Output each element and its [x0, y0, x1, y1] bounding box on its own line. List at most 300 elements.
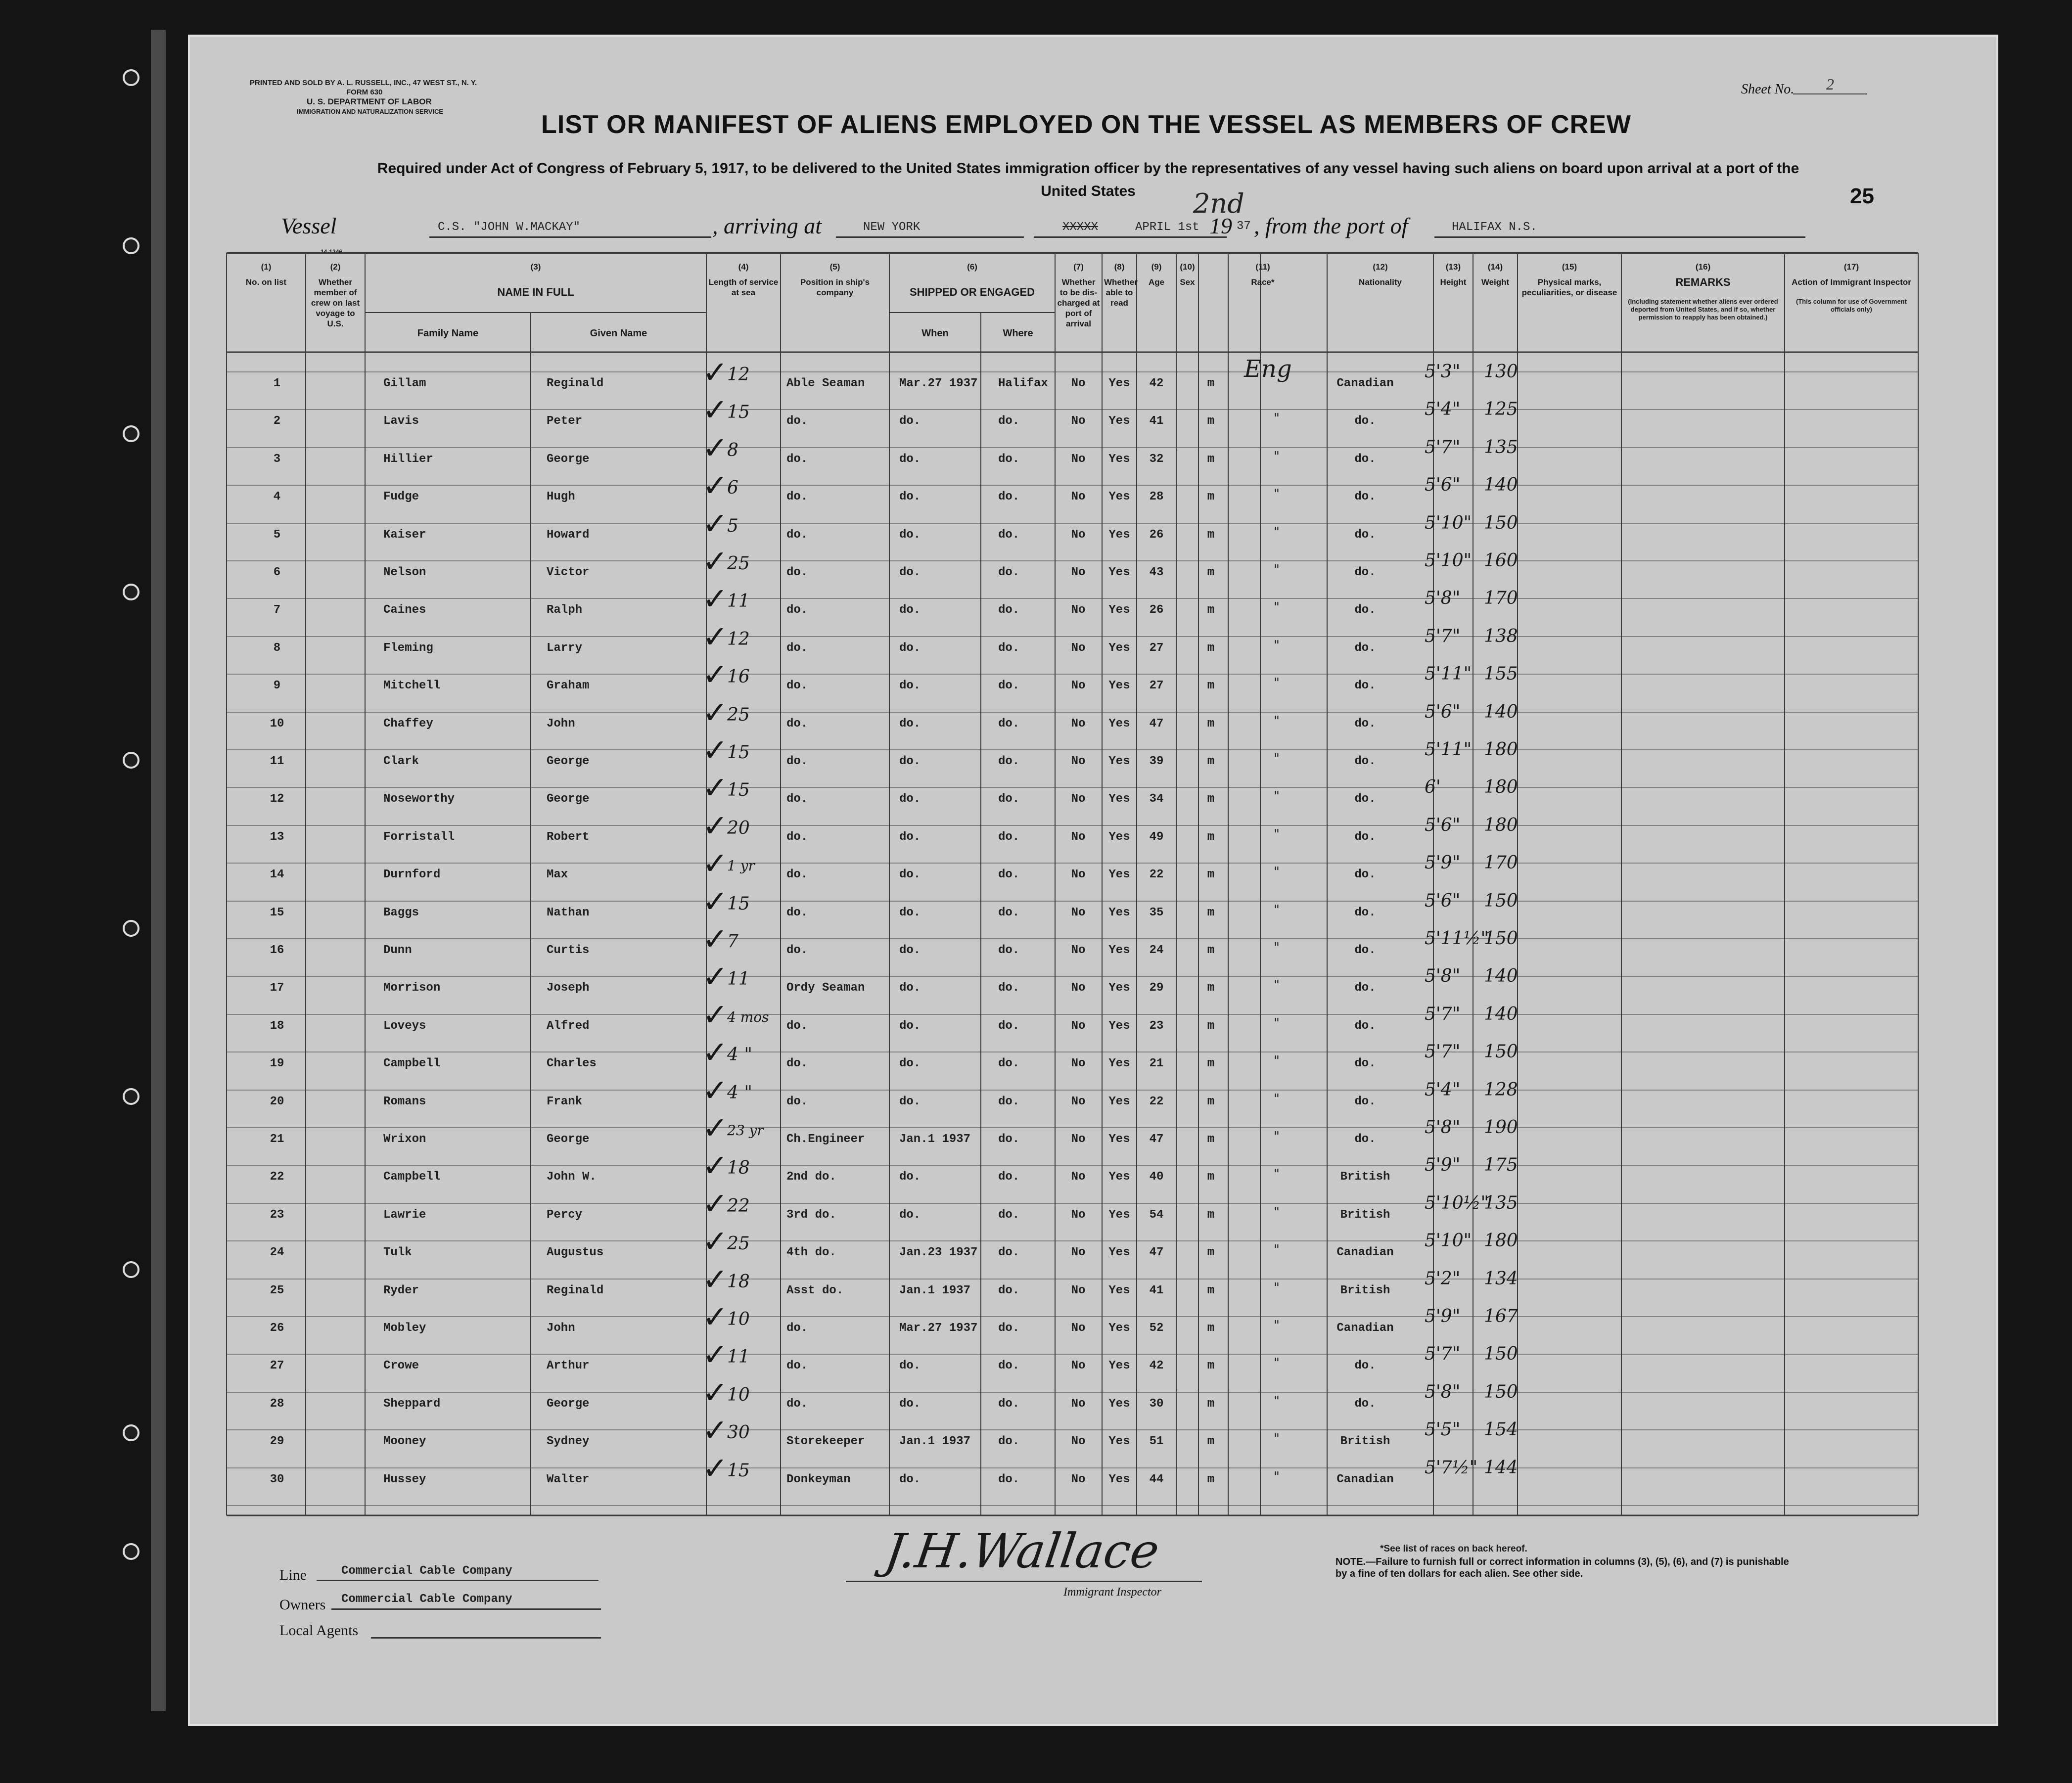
- position: do.: [786, 944, 808, 957]
- service-length: 15: [727, 1461, 750, 1481]
- shipped-when: do.: [899, 1095, 921, 1108]
- row-number: 2: [273, 414, 281, 428]
- column-subnote: (This column for use of Government officials only): [1796, 298, 1907, 313]
- weight: 150: [1484, 891, 1518, 911]
- weight: 135: [1484, 437, 1518, 457]
- nationality: do.: [1354, 414, 1376, 428]
- shipped-where: do.: [998, 1397, 1020, 1411]
- weight: 167: [1484, 1306, 1518, 1326]
- nationality: Canadian: [1336, 1246, 1394, 1259]
- sex: m: [1207, 1246, 1215, 1259]
- family-name: Gillam: [383, 377, 426, 390]
- service-length: 23 yr: [727, 1122, 764, 1139]
- position: do.: [786, 528, 808, 542]
- vessel-name: C.S. "JOHN W.MACKAY": [438, 221, 581, 234]
- check-mark: ✓: [702, 1412, 728, 1448]
- shipped-where: do.: [998, 528, 1020, 542]
- able-to-read: Yes: [1108, 1170, 1130, 1184]
- able-to-read: Yes: [1108, 679, 1130, 692]
- service-length: 1 yr: [727, 858, 755, 874]
- shipped-when: do.: [899, 1359, 921, 1372]
- age: 27: [1149, 641, 1164, 655]
- row-number: 10: [270, 717, 284, 731]
- given-name: Alfred: [547, 1019, 590, 1033]
- weight: 154: [1484, 1419, 1518, 1440]
- height: 5'10": [1425, 550, 1472, 571]
- given-name: Victor: [547, 566, 590, 579]
- service-length: 10: [727, 1385, 750, 1405]
- form-code: 14-1246: [321, 248, 343, 255]
- weight: 144: [1484, 1458, 1518, 1478]
- family-name: Morrison: [383, 981, 441, 995]
- position: do.: [786, 868, 808, 881]
- family-name: Hillier: [383, 453, 433, 466]
- height: 5'7": [1425, 1344, 1461, 1364]
- service-length: 15: [727, 742, 750, 763]
- service-length: 15: [727, 402, 750, 422]
- nationality: do.: [1354, 1359, 1376, 1372]
- inspector-signature: J.H.Wallace: [881, 1523, 1163, 1579]
- nationality: Canadian: [1336, 1473, 1394, 1486]
- height: 5'11½": [1425, 928, 1489, 949]
- age: 51: [1149, 1435, 1164, 1448]
- height: 6': [1425, 777, 1441, 797]
- nationality: do.: [1354, 906, 1376, 919]
- able-to-read: Yes: [1108, 944, 1130, 957]
- nationality: do.: [1354, 1019, 1376, 1033]
- nationality: do.: [1354, 1133, 1376, 1146]
- row-number: 12: [270, 792, 284, 806]
- able-to-read: Yes: [1108, 490, 1130, 503]
- position: Storekeeper: [786, 1435, 865, 1448]
- family-name: Hussey: [383, 1473, 426, 1486]
- sex: m: [1207, 603, 1215, 617]
- age: 41: [1149, 1284, 1164, 1297]
- race: ": [1274, 1431, 1280, 1446]
- given-name: Robert: [547, 830, 590, 844]
- race: ": [1274, 676, 1280, 690]
- column-header: No. on list: [245, 277, 287, 287]
- row-number: 25: [270, 1284, 284, 1297]
- discharged: No: [1071, 641, 1086, 655]
- column-number: (4): [738, 262, 749, 272]
- race: ": [1274, 751, 1280, 766]
- family-name: Forristall: [383, 830, 455, 844]
- service-length: 8: [727, 440, 738, 460]
- sheet-number-value: 2: [1793, 75, 1867, 94]
- service-length: 25: [727, 1234, 750, 1254]
- given-name: Charles: [547, 1057, 597, 1070]
- agents-underline: [371, 1637, 601, 1639]
- position: do.: [786, 679, 808, 692]
- given-name: Graham: [547, 679, 590, 692]
- discharged: No: [1071, 528, 1086, 542]
- given-name: Nathan: [547, 906, 590, 919]
- row-number: 27: [270, 1359, 284, 1372]
- able-to-read: Yes: [1108, 1397, 1130, 1411]
- sex: m: [1207, 1359, 1215, 1372]
- shipped-when: Mar.27 1937: [899, 377, 978, 390]
- arrival-date-handwritten: 2nd: [1193, 188, 1244, 219]
- row-number: 30: [270, 1473, 284, 1486]
- family-name: Romans: [383, 1095, 426, 1108]
- nationality: do.: [1354, 603, 1376, 617]
- race-note: *See list of races on back hereof.: [1380, 1544, 1527, 1554]
- service-length: 18: [727, 1272, 750, 1292]
- check-mark: ✓: [702, 959, 728, 995]
- sex: m: [1207, 1095, 1215, 1108]
- race: ": [1274, 1016, 1280, 1031]
- column-header: Length of service at sea: [708, 277, 779, 297]
- given-name: Howard: [547, 528, 590, 542]
- age: 43: [1149, 566, 1164, 579]
- height: 5'4": [1425, 399, 1461, 419]
- height: 5'6": [1425, 702, 1461, 722]
- position: do.: [786, 1019, 808, 1033]
- sex: m: [1207, 528, 1215, 542]
- row-number: 15: [270, 906, 284, 919]
- shipped-where: do.: [998, 906, 1020, 919]
- height: 5'5": [1425, 1419, 1461, 1440]
- family-name: Loveys: [383, 1019, 426, 1033]
- check-mark: ✓: [702, 1072, 728, 1108]
- nationality: do.: [1354, 717, 1376, 731]
- discharged: No: [1071, 830, 1086, 844]
- shipped-where: do.: [998, 1057, 1020, 1070]
- column-header: Nationality: [1359, 277, 1402, 287]
- weight: 155: [1484, 664, 1518, 684]
- column-number: (11): [1255, 262, 1270, 272]
- column-number: (6): [967, 262, 977, 272]
- family-name: Kaiser: [383, 528, 426, 542]
- race: ": [1274, 865, 1280, 879]
- race: ": [1274, 600, 1280, 615]
- shipped-where: do.: [998, 1284, 1020, 1297]
- given-name: Percy: [547, 1208, 583, 1222]
- nationality: do.: [1354, 1397, 1376, 1411]
- column-header: Whether to be dis-charged at port of arrival: [1057, 277, 1100, 328]
- column-number: (16): [1695, 262, 1711, 272]
- shipped-when: do.: [899, 1057, 921, 1070]
- height: 5'4": [1425, 1080, 1461, 1100]
- service-length: 6: [727, 478, 738, 498]
- family-name: Dunn: [383, 944, 412, 957]
- given-name: Reginald: [547, 377, 604, 390]
- inspector-caption: Immigrant Inspector: [1063, 1586, 1161, 1599]
- service-length: 7: [727, 931, 738, 952]
- sex: m: [1207, 981, 1215, 995]
- family-name: Chaffey: [383, 717, 433, 731]
- height: 5'8": [1425, 588, 1461, 608]
- able-to-read: Yes: [1108, 906, 1130, 919]
- shipped-when: Jan.23 1937: [899, 1246, 978, 1259]
- shipped-where: do.: [998, 566, 1020, 579]
- row-number: 9: [273, 679, 281, 692]
- service-length: 4 ": [727, 1083, 752, 1103]
- service-length: 22: [727, 1196, 750, 1216]
- column-number: (13): [1445, 262, 1461, 272]
- sex: m: [1207, 414, 1215, 428]
- row-number: 6: [273, 566, 281, 579]
- height: 5'7": [1425, 626, 1461, 646]
- weight: 125: [1484, 399, 1518, 419]
- row-number: 21: [270, 1133, 284, 1146]
- nationality: do.: [1354, 528, 1376, 542]
- service-length: 20: [727, 818, 750, 838]
- height: 5'9": [1425, 1155, 1461, 1175]
- check-mark: ✓: [702, 1186, 728, 1222]
- check-mark: ✓: [702, 656, 728, 692]
- race: ": [1274, 1092, 1280, 1106]
- given-name: Hugh: [547, 490, 575, 503]
- able-to-read: Yes: [1108, 792, 1130, 806]
- check-mark: ✓: [702, 430, 728, 466]
- discharged: No: [1071, 1473, 1086, 1486]
- shipped-where: do.: [998, 1246, 1020, 1259]
- sex: m: [1207, 1208, 1215, 1222]
- family-name: Fleming: [383, 641, 433, 655]
- weight: 128: [1484, 1080, 1518, 1100]
- sex: m: [1207, 755, 1215, 768]
- race: ": [1274, 714, 1280, 729]
- arrival-date-typed: APRIL 1st: [1135, 221, 1199, 234]
- position: do.: [786, 414, 808, 428]
- race: ": [1274, 1394, 1280, 1409]
- sex: m: [1207, 641, 1215, 655]
- nationality: British: [1340, 1284, 1390, 1297]
- shipped-where: do.: [998, 792, 1020, 806]
- weight: 140: [1484, 966, 1518, 986]
- nationality: do.: [1354, 830, 1376, 844]
- weight: 140: [1484, 475, 1518, 495]
- row-number: 19: [270, 1057, 284, 1070]
- race: ": [1274, 1242, 1280, 1257]
- owners-value: Commercial Cable Company: [341, 1593, 512, 1606]
- shipped-when: do.: [899, 1397, 921, 1411]
- sex: m: [1207, 453, 1215, 466]
- race: ": [1274, 1167, 1280, 1182]
- given-name: John W.: [547, 1170, 597, 1184]
- position: Able Seaman: [786, 377, 865, 390]
- given-name: Frank: [547, 1095, 583, 1108]
- shipped-when: Jan.1 1937: [899, 1284, 971, 1297]
- column-number: (2): [330, 262, 341, 272]
- column-subheader: Family Name: [417, 328, 479, 339]
- discharged: No: [1071, 490, 1086, 503]
- race: ": [1274, 1053, 1280, 1068]
- check-mark: ✓: [702, 354, 728, 390]
- race: ": [1274, 1129, 1280, 1144]
- service-length: 18: [727, 1158, 750, 1178]
- position: do.: [786, 566, 808, 579]
- able-to-read: Yes: [1108, 1095, 1130, 1108]
- race: ": [1274, 487, 1280, 502]
- service-length: 10: [727, 1309, 750, 1329]
- check-mark: ✓: [702, 1450, 728, 1486]
- able-to-read: Yes: [1108, 641, 1130, 655]
- shipped-when: do.: [899, 566, 921, 579]
- row-number: 17: [270, 981, 284, 995]
- discharged: No: [1071, 792, 1086, 806]
- check-mark: ✓: [702, 1034, 728, 1070]
- race: ": [1274, 1318, 1280, 1333]
- department: U. S. DEPARTMENT OF LABOR: [307, 97, 432, 106]
- check-mark: ✓: [702, 1261, 728, 1297]
- given-name: Ralph: [547, 603, 583, 617]
- given-name: Reginald: [547, 1284, 604, 1297]
- vessel-label: Vessel: [281, 213, 337, 238]
- row-number: 28: [270, 1397, 284, 1411]
- age: 22: [1149, 868, 1164, 881]
- age: 22: [1149, 1095, 1164, 1108]
- position: do.: [786, 1322, 808, 1335]
- shipped-where: do.: [998, 414, 1020, 428]
- shipped-where: do.: [998, 830, 1020, 844]
- shipped-where: do.: [998, 1208, 1020, 1222]
- family-name: Ryder: [383, 1284, 419, 1297]
- column-header: Sex: [1180, 277, 1195, 287]
- height: 5'6": [1425, 475, 1461, 495]
- age: 35: [1149, 906, 1164, 919]
- position: 2nd do.: [786, 1170, 836, 1184]
- shipped-when: Jan.1 1937: [899, 1435, 971, 1448]
- given-name: Peter: [547, 414, 583, 428]
- year-suffix: 37: [1237, 220, 1251, 233]
- discharged: No: [1071, 906, 1086, 919]
- row-number: 20: [270, 1095, 284, 1108]
- check-mark: ✓: [702, 770, 728, 806]
- shipped-when: do.: [899, 1208, 921, 1222]
- shipped-when: Jan.1 1937: [899, 1133, 971, 1146]
- height: 5'10": [1425, 1231, 1472, 1251]
- able-to-read: Yes: [1108, 528, 1130, 542]
- position: do.: [786, 1359, 808, 1372]
- race: ": [1274, 562, 1280, 577]
- check-mark: ✓: [702, 921, 728, 957]
- shipped-where: do.: [998, 1095, 1020, 1108]
- discharged: No: [1071, 1435, 1086, 1448]
- height: 5'9": [1425, 853, 1461, 873]
- printer-line: PRINTED AND SOLD BY A. L. RUSSELL, INC., 47 WEST ST., N. Y.: [250, 79, 477, 87]
- position: do.: [786, 755, 808, 768]
- service-length: 4 ": [727, 1045, 752, 1065]
- column-header: Whether able to read: [1104, 277, 1138, 308]
- row-number: 13: [270, 830, 284, 844]
- sex: m: [1207, 792, 1215, 806]
- discharged: No: [1071, 1397, 1086, 1411]
- weight: 134: [1484, 1269, 1518, 1289]
- service-length: 30: [727, 1422, 750, 1443]
- year-prefix: 19: [1209, 213, 1232, 238]
- race: ": [1274, 789, 1280, 804]
- given-name: Walter: [547, 1473, 590, 1486]
- age: 28: [1149, 490, 1164, 503]
- row-number: 11: [270, 755, 284, 768]
- service-length: 16: [727, 667, 750, 687]
- age: 29: [1149, 981, 1164, 995]
- weight: 170: [1484, 853, 1518, 873]
- able-to-read: Yes: [1108, 414, 1130, 428]
- discharged: No: [1071, 1095, 1086, 1108]
- nationality: do.: [1354, 981, 1376, 995]
- family-name: Caines: [383, 603, 426, 617]
- column-number: (15): [1562, 262, 1577, 272]
- page-number: 25: [1850, 184, 1874, 208]
- sex: m: [1207, 490, 1215, 503]
- discharged: No: [1071, 1322, 1086, 1335]
- column-header: Weight: [1481, 277, 1510, 287]
- sex: m: [1207, 944, 1215, 957]
- discharged: No: [1071, 1246, 1086, 1259]
- discharged: No: [1071, 1284, 1086, 1297]
- nationality: Canadian: [1336, 1322, 1394, 1335]
- age: 34: [1149, 792, 1164, 806]
- discharged: No: [1071, 755, 1086, 768]
- race: ": [1274, 449, 1280, 464]
- sex: m: [1207, 1473, 1215, 1486]
- weight: 190: [1484, 1117, 1518, 1138]
- discharged: No: [1071, 981, 1086, 995]
- sex: m: [1207, 868, 1215, 881]
- race: ": [1274, 525, 1280, 540]
- weight: 170: [1484, 588, 1518, 608]
- able-to-read: Yes: [1108, 377, 1130, 390]
- height: 5'9": [1425, 1306, 1461, 1326]
- shipped-when: do.: [899, 490, 921, 503]
- service-length: 12: [727, 629, 750, 649]
- family-name: Crowe: [383, 1359, 419, 1372]
- family-name: Nelson: [383, 566, 426, 579]
- family-name: Sheppard: [383, 1397, 441, 1411]
- race: ": [1274, 1469, 1280, 1484]
- nationality: do.: [1354, 944, 1376, 957]
- given-name: John: [547, 1322, 575, 1335]
- position: do.: [786, 906, 808, 919]
- age: 47: [1149, 717, 1164, 731]
- able-to-read: Yes: [1108, 1019, 1130, 1033]
- given-name: George: [547, 1397, 590, 1411]
- family-name: Campbell: [383, 1057, 441, 1070]
- family-name: Lavis: [383, 414, 419, 428]
- check-mark: ✓: [702, 845, 728, 881]
- age: 27: [1149, 679, 1164, 692]
- family-name: Mooney: [383, 1435, 426, 1448]
- family-name: Tulk: [383, 1246, 412, 1259]
- nationality: do.: [1354, 1095, 1376, 1108]
- row-number: 24: [270, 1246, 284, 1259]
- nationality: British: [1340, 1435, 1390, 1448]
- shipped-when: do.: [899, 830, 921, 844]
- local-agents-label: Local Agents: [279, 1622, 359, 1639]
- row-number: 18: [270, 1019, 284, 1033]
- height: 5'11": [1425, 739, 1472, 760]
- nationality: do.: [1354, 868, 1376, 881]
- position: do.: [786, 717, 808, 731]
- shipped-when: do.: [899, 755, 921, 768]
- family-name: Baggs: [383, 906, 419, 919]
- family-name: Clark: [383, 755, 419, 768]
- family-name: Noseworthy: [383, 792, 455, 806]
- sex: m: [1207, 1435, 1215, 1448]
- weight: 180: [1484, 739, 1518, 760]
- requirement-text: Required under Act of Congress of February 5, 1917, to be delivered to the United States immigration officer by the representatives of any vessel having such aliens on board upon arrival at a port of the United States: [377, 160, 1799, 199]
- fine-note: NOTE.—Failure to furnish full or correct information in columns (3), (5), (6), and (7) is punishable by a fine of ten dollars for each alien. See other side.: [1335, 1556, 1789, 1579]
- service-length: 25: [727, 705, 750, 725]
- sex: m: [1207, 377, 1215, 390]
- height: 5'10½": [1425, 1193, 1489, 1213]
- age: 41: [1149, 414, 1164, 428]
- shipped-where: do.: [998, 1435, 1020, 1448]
